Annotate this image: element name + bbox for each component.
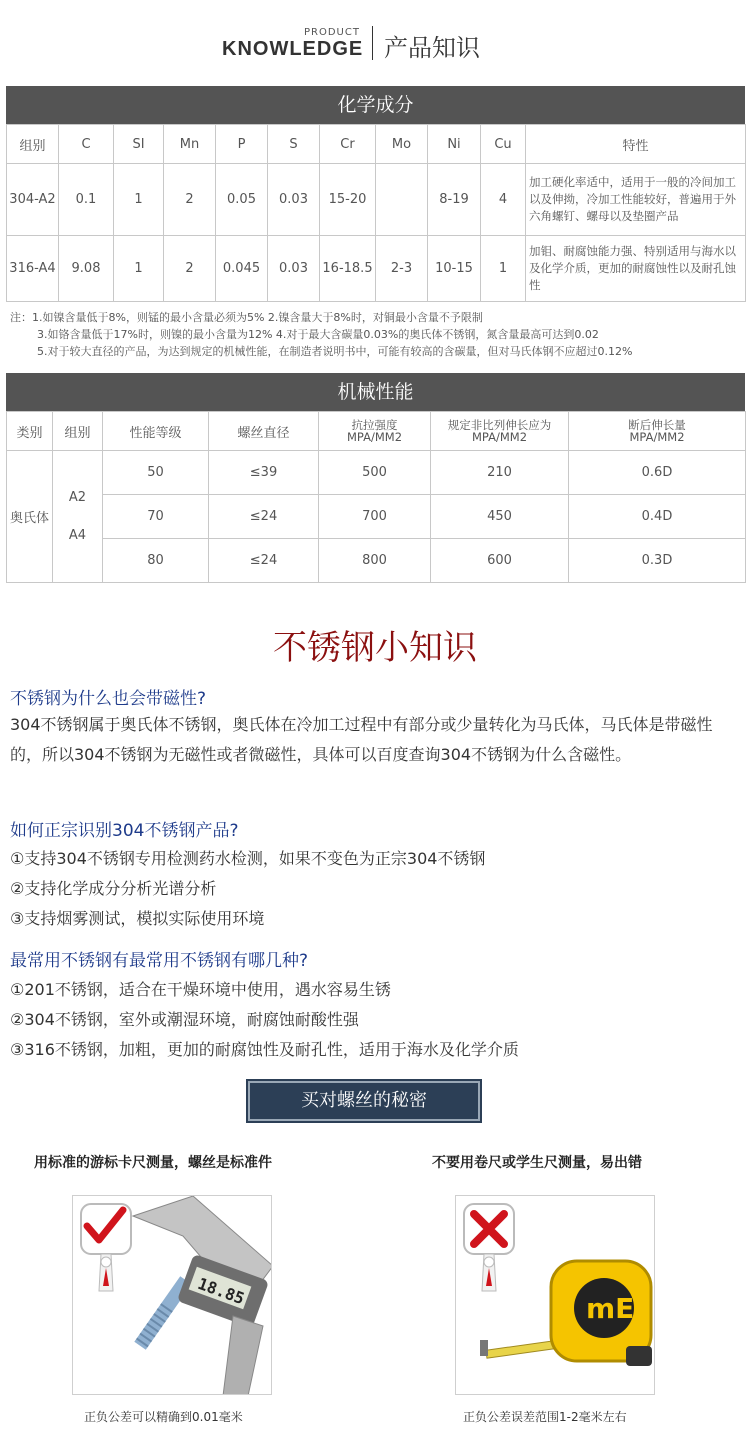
table-cell: 0.045 [216, 236, 268, 302]
note-line: 5.对于较大直径的产品，为达到规定的机械性能，在制造者说明书中，可能有较高的含碳量，但对马氏体钢不应超过0.12% [37, 345, 633, 358]
table-cell: 9.08 [59, 236, 114, 302]
list-item: ①201不锈钢，适合在干燥环境中使用，遇水容易生锈 [10, 980, 391, 999]
mech-header-cell [431, 412, 569, 451]
list-item: ①支持304不锈钢专用检测药水检测，如果不变色为正宗304不锈钢 [10, 849, 486, 868]
table-cell [376, 164, 428, 236]
table-row [7, 539, 746, 583]
table-cell: 304-A2 [7, 164, 59, 236]
table-row [7, 495, 746, 539]
table-cell: 0.3D [569, 539, 746, 583]
table-cell: 600 [431, 539, 569, 583]
mech-section-title: 机械性能 [6, 373, 745, 411]
table-cell: 1 [481, 236, 526, 302]
table-cell: 4 [481, 164, 526, 236]
table-cell: 2-3 [376, 236, 428, 302]
list-item: ②支持化学成分分析光谱分析 [10, 879, 217, 898]
left-caption: 用标准的游标卡尺测量，螺丝是标准件 [34, 1155, 272, 1171]
table-cell: 210 [431, 451, 569, 495]
mech-header-cell [319, 412, 431, 451]
group-a2: A2 [68, 489, 87, 505]
knowledge-title: 不锈钢小知识 [273, 628, 477, 668]
header-line: 抗拉强度 [351, 418, 398, 432]
group-a4: A4 [68, 527, 87, 543]
tape-illustration [456, 1196, 655, 1395]
mech-header-cell: 螺丝直径 [209, 412, 319, 451]
chem-header-cell: Cu [481, 125, 526, 164]
left-subcaption: 正负公差可以精确到0.01毫米 [84, 1410, 243, 1424]
table-cell-desc: 加钼、耐腐蚀能力强、特别适用与海水以及化学介质，更加的耐腐蚀性以及耐孔蚀性 [526, 236, 746, 302]
table-cell: 500 [319, 451, 431, 495]
table-cell: 10-15 [428, 236, 481, 302]
secret-title: 买对螺丝的秘密 [248, 1081, 480, 1121]
chem-header-cell: C [59, 125, 114, 164]
note-line: 注：1.如镍含量低于8%，则锰的最小含量必须为5% 2.镍含量大于8%时，对铜最小含量不予限制 [10, 311, 483, 324]
table-row [7, 451, 746, 495]
header-line: 断后伸长量 [628, 418, 686, 432]
table-cell: 700 [319, 495, 431, 539]
table-cell: 0.03 [268, 236, 320, 302]
header-unit: MPA/MM2 [629, 430, 685, 444]
chem-header-cell: Mn [164, 125, 216, 164]
answer-magnetism: 304不锈钢属于奥氏体不锈钢，奥氏体在冷加工过程中有部分或少量转化为马氏体，马氏体是带磁性的，所以304不锈钢为无磁性或者微磁性，具体可以百度查询304不锈钢为什么含磁性。 [10, 715, 713, 764]
table-cell: 16-18.5 [320, 236, 376, 302]
header-unit: MPA/MM2 [471, 430, 528, 444]
table-cell: 0.05 [216, 164, 268, 236]
mech-header-row [7, 412, 746, 451]
table-cell: 2 [164, 164, 216, 236]
list-item: ③支持烟雾测试，模拟实际使用环境 [10, 909, 265, 928]
chem-header-cell: P [216, 125, 268, 164]
table-row [7, 164, 746, 236]
table-cell: 800 [319, 539, 431, 583]
tape-measure-icon [480, 1261, 652, 1366]
chem-header-cell: 组别 [7, 125, 59, 164]
table-cell: 2 [164, 236, 216, 302]
table-cell: 1 [114, 236, 164, 302]
table-cell: ≤24 [209, 495, 319, 539]
table-cell: 50 [103, 451, 209, 495]
table-cell: 80 [103, 539, 209, 583]
mech-header-cell: 性能等级 [103, 412, 209, 451]
chem-notes [10, 309, 745, 360]
list-item: ③316不锈钢，加粗，更加的耐腐蚀性及耐孔性，适用于海水及化学介质 [10, 1040, 519, 1059]
table-cell: 0.03 [268, 164, 320, 236]
caliper-image [72, 1195, 272, 1395]
note-line: 3.如铬含量低于17%时，则镍的最小含量为12% 4.对于最大含碳量0.03%的奥氏体不锈钢，氮含量最高可达到0.02 [37, 328, 599, 341]
header-cn-title: 产品知识 [384, 34, 480, 62]
tape-brand: mE [586, 1292, 635, 1325]
table-cell: 8-19 [428, 164, 481, 236]
chem-header-cell: S [268, 125, 320, 164]
table-row [7, 236, 746, 302]
chem-section-title: 化学成分 [6, 86, 745, 124]
header-divider [372, 26, 373, 60]
question-magnetism: 不锈钢为什么也会带磁性? [10, 689, 207, 709]
table-cell: 0.4D [569, 495, 746, 539]
chem-header-cell: Cr [320, 125, 376, 164]
header-line: 规定非比列伸长应为 [447, 418, 552, 432]
category-cell: 奥氏体 [7, 451, 53, 583]
caliper-icon [133, 1196, 272, 1395]
tape-image [455, 1195, 655, 1395]
mech-header-cell: 组别 [53, 412, 103, 451]
right-subcaption: 正负公差误差范围1-2毫米左右 [463, 1410, 627, 1424]
caliper-readout: 18.85 [195, 1273, 247, 1309]
header-en-small: PRODUCT [304, 27, 360, 38]
chem-header-row [7, 125, 746, 164]
mech-header-cell [569, 412, 746, 451]
table-cell: 0.1 [59, 164, 114, 236]
table-cell: 0.6D [569, 451, 746, 495]
header-unit: MPA/MM2 [346, 430, 403, 444]
table-cell: 450 [431, 495, 569, 539]
caliper-illustration [73, 1196, 272, 1395]
chem-header-cell: Mo [376, 125, 428, 164]
table-cell: 1 [114, 164, 164, 236]
header-en-title: KNOWLEDGE [222, 38, 364, 60]
table-cell-desc: 加工硬化率适中，适用于一般的冷间加工以及伸拗，冷加工性能较好，普遍用于外六角螺钉、螺母以及垫圈产品 [526, 164, 746, 236]
question-identify: 如何正宗识别304不锈钢产品? [10, 821, 239, 841]
chem-header-cell: SI [114, 125, 164, 164]
right-caption: 不要用卷尺或学生尺测量，易出错 [432, 1155, 642, 1171]
table-cell: ≤39 [209, 451, 319, 495]
table-cell: 316-A4 [7, 236, 59, 302]
page-header [0, 24, 750, 64]
chem-table [6, 124, 746, 302]
question-common-types: 最常用不锈钢有最常用不锈钢有哪几种? [10, 951, 309, 971]
mech-table [6, 411, 746, 583]
chem-header-cell: 特性 [526, 125, 746, 164]
chem-header-cell: Ni [428, 125, 481, 164]
list-item: ②304不锈钢，室外或潮湿环境，耐腐蚀耐酸性强 [10, 1010, 359, 1029]
table-cell: ≤24 [209, 539, 319, 583]
table-cell: 15-20 [320, 164, 376, 236]
mech-header-cell: 类别 [7, 412, 53, 451]
table-cell: 70 [103, 495, 209, 539]
group-cell [53, 451, 103, 583]
